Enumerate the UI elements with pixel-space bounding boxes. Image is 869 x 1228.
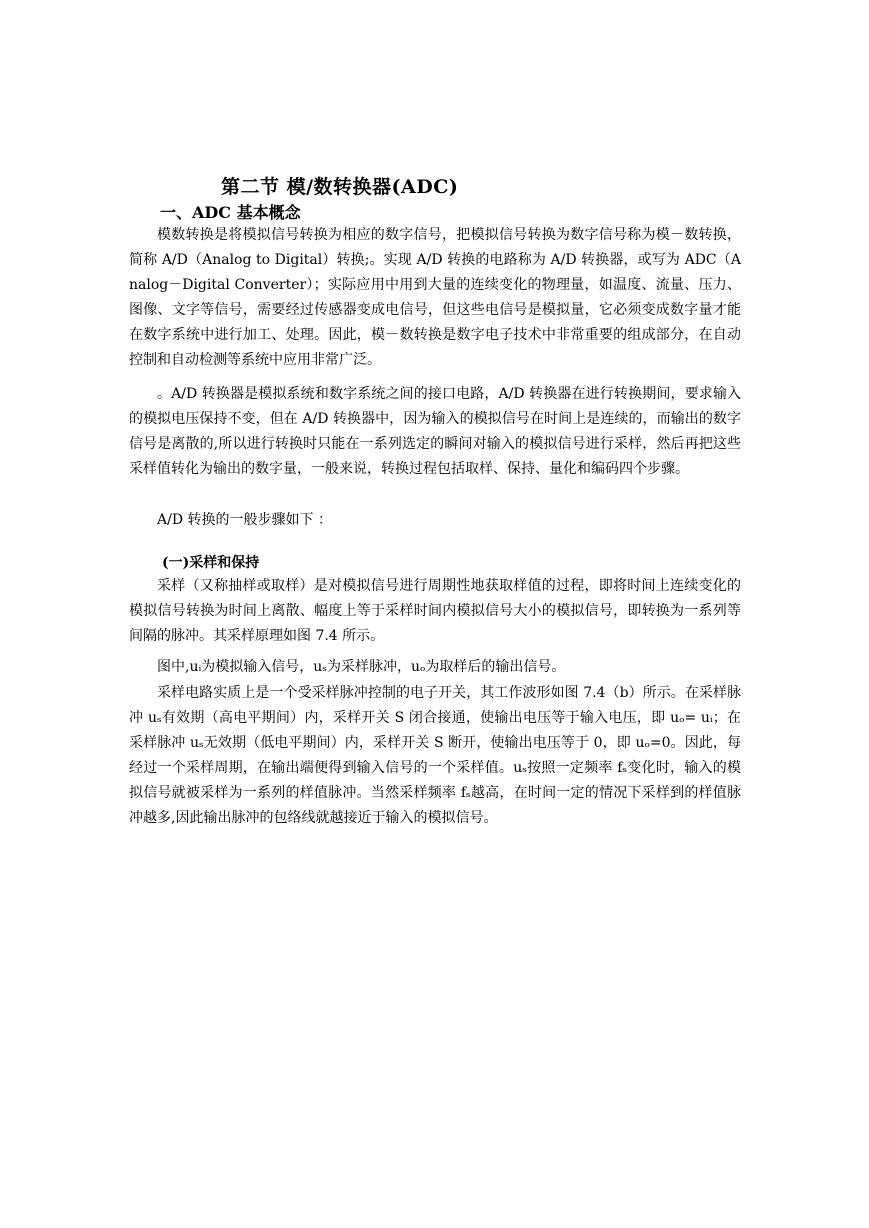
subsection-heading: (一)采样和保持 bbox=[162, 555, 260, 571]
paragraph-signal-symbols: 图中,uᵢ为模拟输入信号，uₛ为采样脉冲，uₒ为取样后的输出信号。 bbox=[157, 659, 566, 675]
paragraph-adc-steps-intro: A/D 转换的一般步骤如下 ： bbox=[157, 512, 332, 528]
paragraph-sampling-definition: 采样（又称抽样或取样）是对模拟信号进行周期性地获取样值的过程，即将时间上连续变化的模拟信号转换为时间上离散、幅度上等于采样时间内模拟信号大小的模拟信号，即转换为一系列等间隔的脉冲。其采样原理如图 7.4 所示。 bbox=[129, 578, 741, 644]
page-title: 第二节 模/数转换器(ADC) bbox=[221, 176, 459, 198]
paragraph-sampling-switch: 采样电路实质上是一个受采样脉冲控制的电子开关，其工作波形如图 7.4（b）所示。在采样脉冲 uₛ有效期（高电平期间）内，采样开关 S 闭合接通，使输出电压等于输入电压，即 uₒ= uᵢ；在采样脉冲 uₛ无效期（低电平期间）内，采样开关 S 断开，使输出电压等于 0，即 uₒ=0。因此，每经过一个采样周期，在输出端便得到输入信号的一个采样值。uₛ按照一定频率 fₛ变化时，输入的模拟信号就被采样为一系列的样值脉冲。当然采样频率 fₛ越高，在时间一定的情况下采样到的样值脉冲越多,因此输出脉冲的包络线就越接近于输入的模拟信号。 bbox=[129, 685, 741, 826]
section-heading: 一、ADC 基本概念 bbox=[160, 203, 301, 222]
paragraph-adc-definition: 模数转换是将模拟信号转换为相应的数字信号，把模拟信号转换为数字信号称为模－数转换，简称 A/D（Analog to Digital）转换;。实现 A/D 转换的电路称为 A/D 转换器，或写为 ADC（Analog－Digital Converter）；实际应用中用到大量的连续变化的物理量，如温度、流量、压力、图像、文字等信号，需要经过传感器变成电信号，但这些电信号是模拟量，它必须变成数字量才能在数字系统中进行加工、处理。因此，模－数转换是数字电子技术中非常重要的组成部分，在自动控制和自动检测等系统中应用非常广泛。 bbox=[129, 227, 741, 368]
paragraph-adc-interface: 。A/D 转换器是模拟系统和数字系统之间的接口电路，A/D 转换器在进行转换期间，要求输入的模拟电压保持不变，但在 A/D 转换器中，因为输入的模拟信号在时间上是连续的，而输出的数字信号是离散的,所以进行转换时只能在一系列选定的瞬间对输入的模拟信号进行采样，然后再把这些采样值转化为输出的数字量，一般来说，转换过程包括取样、保持、量化和编码四个步骤。 bbox=[129, 386, 741, 477]
